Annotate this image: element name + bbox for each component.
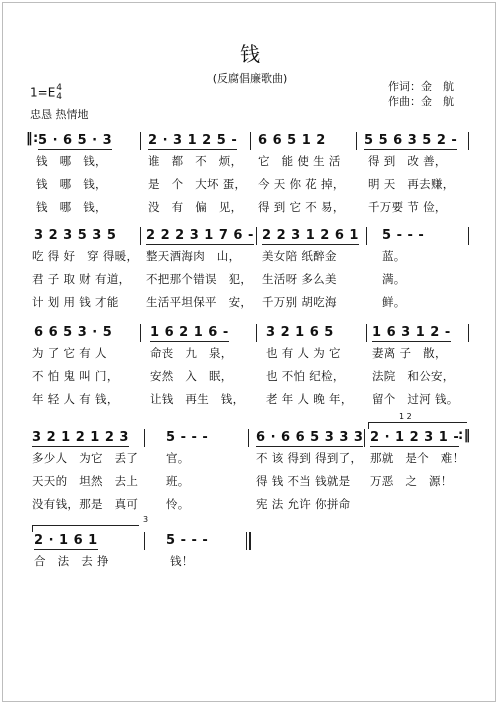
notation-line [26, 131, 470, 153]
time-top: 4 [56, 83, 63, 93]
repeat-end: :‖ [458, 428, 471, 443]
measure: 2 · 3 1 2 5 - [148, 133, 238, 148]
measure: 5 - - - [166, 430, 209, 445]
lyric-line: 计 划 用 钱 才能 生活平坦保平 安， 千万别 胡吃海 鲜。 [32, 295, 406, 309]
measure: 1 6 2 1 6 - [150, 325, 229, 340]
notation-line [30, 430, 470, 450]
measure: 2 · 1 6 1 [34, 533, 98, 548]
score-row-4 [30, 412, 471, 519]
lyric-line: 钱 哪 钱， 是 个 大坏 蛋， 今 天 你 花 掉， 明 天 再去赚， [36, 177, 455, 191]
notation-line [30, 325, 470, 345]
song-subtitle: (反腐倡廉歌曲) [212, 72, 288, 85]
lyric-line: 钱 哪 钱， 谁 都 不 烦， 它 能 使 生 活 得 到 改 善， [36, 154, 447, 168]
measure: 6 · 6 6 5 3 3 3 [256, 430, 364, 445]
time-signature [56, 84, 62, 102]
volta-bracket [32, 515, 149, 532]
tempo-marking: 忠恳 热情地 [30, 108, 89, 121]
lyric-line: 君 子 取 财 有道， 不把那个错误 犯， 生活呀 多么美 满。 [32, 272, 406, 286]
score-row-5 [30, 515, 470, 576]
measure: 2 · 1 2 3 1 - [370, 430, 460, 445]
measure: 2 2 2 3 1 7 6 - [146, 228, 254, 243]
lyricist-credit: 作词：金 航 [388, 80, 454, 93]
measure: 5 - - - [166, 533, 209, 548]
lyric-line: 天天的 坦然 去上 班。 得 钱 不当 钱就是 万恶 之 源！ [32, 474, 453, 488]
composer-credit: 作曲：金 航 [388, 95, 454, 108]
song-title: 钱 [240, 42, 260, 66]
measure: 6 6 5 1 2 [258, 133, 326, 148]
measure: 3 2 3 5 3 5 [34, 228, 117, 243]
measure: 6 6 5 3 · 5 [34, 325, 113, 340]
measure: 5 5 6 3 5 2 - [364, 133, 458, 148]
lyric-line: 多少人 为它 丢了 官。 不 该 得到 得到了， 那就 是个 难！ [32, 451, 465, 465]
key-label: 1=E [30, 85, 56, 100]
score-row-2 [30, 228, 470, 317]
score-row-1 [26, 131, 470, 222]
lyric-line: 不 怕 鬼 叫 门， 安然 入 眠， 也 不怕 纪检， 法院 和公安， [32, 369, 455, 383]
measure: 3 2 1 2 1 2 3 [32, 430, 129, 445]
volta-bracket [368, 412, 467, 429]
score-row-3 [30, 325, 470, 414]
lyric-line: 钱 哪 钱， 没 有 偏 见， 得 到 它 不 易， 千万要 节 俭， [36, 200, 447, 214]
volta-label: 3 [143, 515, 149, 524]
measure: 1 6 3 1 2 - [372, 325, 451, 340]
notation-line [30, 228, 470, 248]
volta-label: 1 2 [399, 412, 412, 421]
measure: 5 - - - [382, 228, 425, 243]
lyric-line: 吃 得 好 穿 得暖， 整天酒海肉 山， 美女陪 纸醉金 蓝。 [32, 249, 406, 263]
lyric-line: 为 了 它 有 人 命丧 九 泉， 也 有 人 为 它 妻离 子 散， [32, 346, 447, 360]
key-signature [30, 84, 62, 102]
notation-line [30, 533, 470, 553]
lyric-line: 合 法 去 挣 钱！ [34, 554, 194, 568]
repeat-start: ‖: [26, 131, 39, 146]
measure: 3 2 1 6 5 [266, 325, 334, 340]
lyric-line: 年 轻 人 有 钱， 让钱 再生 钱， 老 年 人 晚 年， 留个 过河 钱。 [32, 392, 459, 406]
time-bottom: 4 [56, 92, 63, 102]
measure: 5 · 6 5 · 3 [38, 133, 113, 148]
lyric-line: 没有钱，那是 真可 怜。 宪 法 允许 你拼命 [32, 497, 351, 511]
measure: 2 2 3 1 2 6 1 [262, 228, 359, 243]
